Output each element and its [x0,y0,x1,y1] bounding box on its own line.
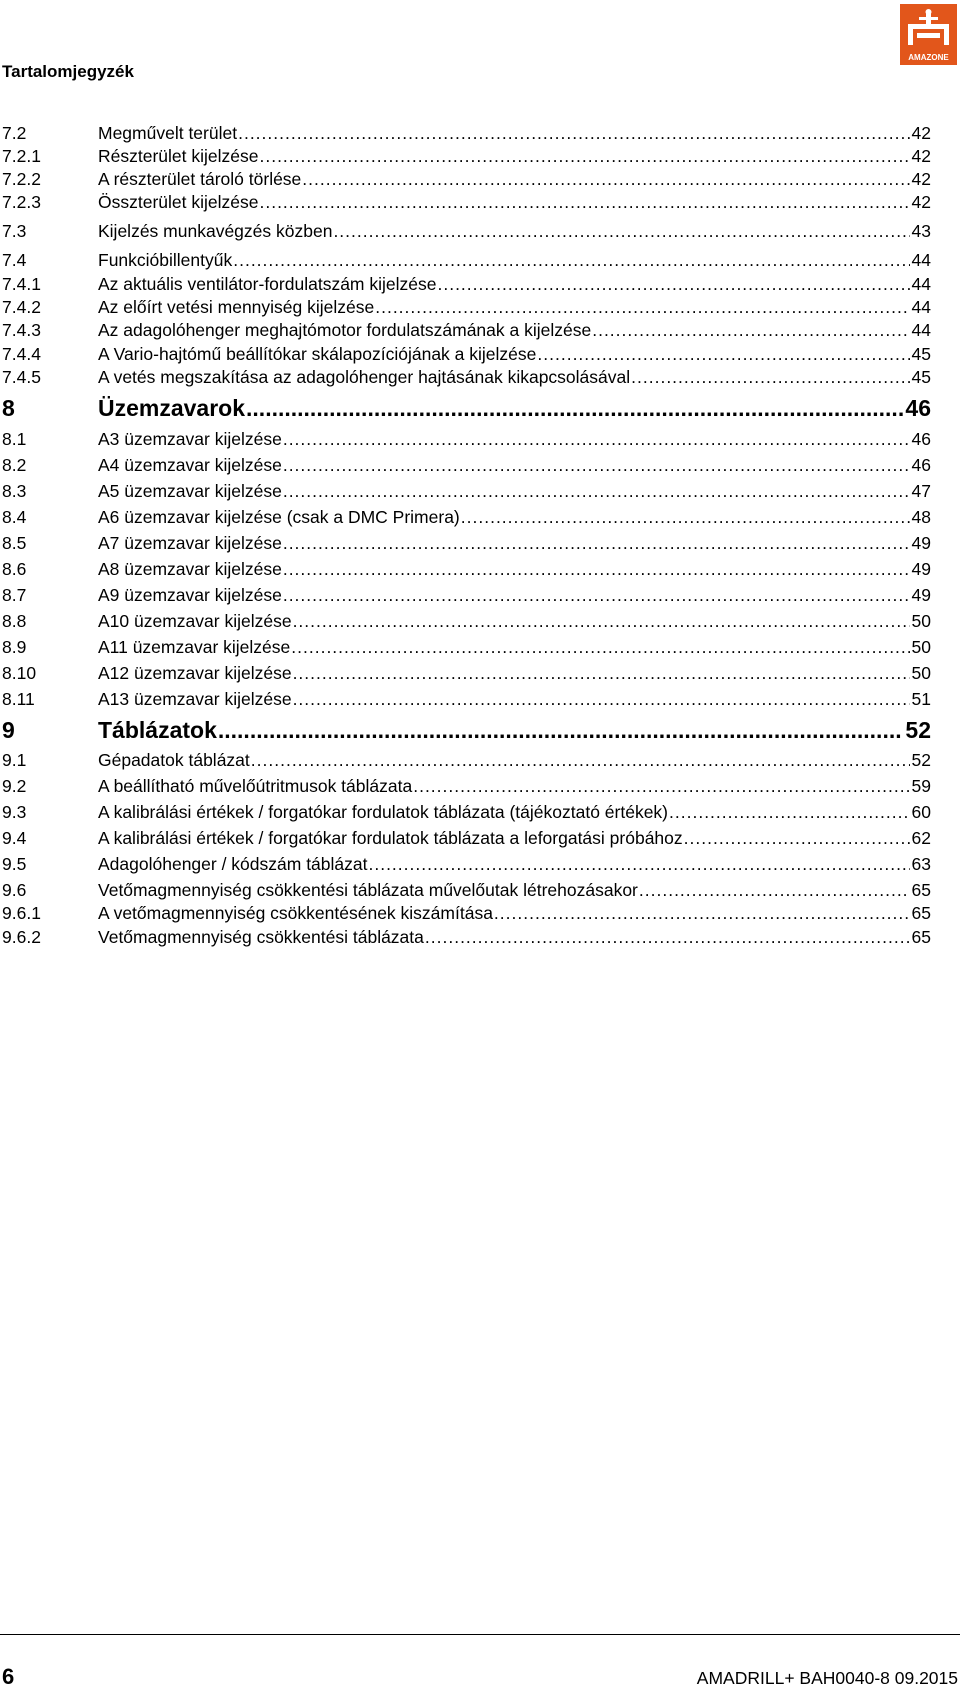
toc-entry[interactable] [2,449,931,475]
toc-entry[interactable] [2,475,931,501]
toc-entry-number: 8.2 [2,455,27,475]
toc-dot-leader [283,559,910,579]
toc-entry[interactable] [2,361,931,387]
toc-entry-number: 7.4.4 [2,344,41,364]
toc-entry-number: 7.2.1 [2,146,41,166]
amazone-logo-icon [900,4,957,65]
toc-entry-number: 9.2 [2,776,27,796]
toc-entry-number: 9.4 [2,828,27,848]
toc-dot-leader [283,533,910,553]
toc-entry-page: 52 [911,750,931,770]
toc-entry-title: A7 üzemzavar kijelzése [98,533,282,553]
toc-entry-page: 65 [911,903,931,923]
toc-dot-leader [494,903,910,923]
toc-entry-page: 44 [911,320,931,340]
toc-entry-page: 63 [911,854,931,874]
toc-entry-page: 44 [911,297,931,317]
toc-entry-number: 9.1 [2,750,27,770]
toc-entry-title: A10 üzemzavar kijelzése [98,611,292,631]
toc-dot-leader [631,367,909,387]
toc-entry-page: 44 [911,274,931,294]
toc-entry-page: 45 [911,344,931,364]
toc-entry-number: 9 [2,717,15,743]
toc-entry[interactable] [2,796,931,822]
toc-dot-leader [461,507,910,527]
toc-entry-title: Funkcióbillentyűk [98,250,233,270]
toc-entry-page: 46 [911,429,931,449]
toc-dot-leader [291,637,909,657]
toc-entry-page: 49 [911,585,931,605]
footer-divider [0,1634,960,1635]
toc-dot-leader [283,585,910,605]
toc-entry-number: 8.11 [2,689,35,709]
toc-entry-title: Táblázatok [98,717,217,743]
toc-entry-page: 46 [905,395,931,421]
toc-entry[interactable] [2,657,931,683]
toc-entry-page: 50 [911,663,931,683]
toc-entry-number: 8 [2,395,15,421]
toc-entry-number: 8.1 [2,429,27,449]
toc-entry-title: A3 üzemzavar kijelzése [98,429,282,449]
toc-entry-title: A4 üzemzavar kijelzése [98,455,282,475]
toc-dot-leader [233,250,909,270]
toc-entry[interactable] [2,527,931,553]
toc-entry-page: 48 [911,507,931,527]
toc-entry-title: Kijelzés munkavégzés közben [98,221,333,241]
toc-entry-page: 65 [911,880,931,900]
toc-entry-page: 47 [911,481,931,501]
toc-entry-title: A9 üzemzavar kijelzése [98,585,282,605]
toc-chapter-entry[interactable] [2,711,931,743]
toc-entry-number: 7.4.3 [2,320,41,340]
toc-entry-number: 8.7 [2,585,27,605]
toc-entry-page: 46 [911,455,931,475]
toc-entry-page: 49 [911,533,931,553]
toc-entry-page: 50 [911,611,931,631]
toc-entry[interactable] [2,770,931,796]
toc-entry-number: 8.8 [2,611,27,631]
toc-dot-leader [684,828,910,848]
toc-dot-leader [333,221,909,241]
toc-entry-page: 51 [911,689,931,709]
toc-entry-page: 50 [911,637,931,657]
toc-entry-page: 65 [911,927,931,947]
toc-entry-title: Vetőmagmennyiség csökkentési táblázata művelőutak létrehozásakor [98,880,638,900]
footer-page-number: 6 [2,1664,15,1689]
toc-entry-title: A12 üzemzavar kijelzése [98,663,292,683]
toc-entry-title: A részterület tároló törlése [98,169,302,189]
toc-entry-title: Az előírt vetési mennyiség kijelzése [98,297,375,317]
toc-entry-title: Az adagolóhenger meghajtómotor fordulatszámának a kijelzése [98,320,592,340]
toc-entry[interactable] [2,579,931,605]
toc-entry-title: Részterület kijelzése [98,146,259,166]
toc-entry-number: 8.10 [2,663,37,683]
toc-entry[interactable] [2,744,931,770]
toc-entry-title: A5 üzemzavar kijelzése [98,481,282,501]
toc-entry-title: A11 üzemzavar kijelzése [98,637,291,657]
toc-entry-number: 9.5 [2,854,27,874]
toc-entry-page: 42 [911,146,931,166]
toc-entry-page: 59 [911,776,931,796]
toc-entry-page: 52 [905,717,931,743]
toc-entry[interactable] [2,605,931,631]
toc-entry-title: A kalibrálási értékek / forgatókar fordulatok táblázata a leforgatási próbához [98,828,683,848]
toc-entry-number: 9.6.2 [2,927,41,947]
toc-entry-title: A vetőmagmennyiség csökkentésének kiszámítása [98,903,493,923]
toc-dot-leader [218,717,904,743]
toc-entry-title: A8 üzemzavar kijelzése [98,559,282,579]
toc-dot-leader [669,802,910,822]
toc-entry-page: 45 [911,367,931,387]
toc-dot-leader [293,689,910,709]
toc-entry[interactable] [2,186,931,212]
toc-entry-number: 8.3 [2,481,27,501]
toc-dot-leader [283,429,910,449]
toc-entry-number: 8.5 [2,533,27,553]
toc-dot-leader [425,927,910,947]
toc-entry-page: 44 [911,250,931,270]
toc-entry-title: A6 üzemzavar kijelzése (csak a DMC Primera) [98,507,460,527]
toc-dot-leader [293,663,910,683]
toc-dot-leader [251,750,910,770]
toc-entry-page: 43 [911,221,931,241]
toc-entry-title: A kalibrálási értékek / forgatókar fordulatok táblázata (tájékoztató értékek) [98,802,669,822]
toc-dot-leader [246,395,903,421]
toc-entry[interactable] [2,423,931,449]
toc-dot-leader [413,776,909,796]
toc-dot-leader [283,455,910,475]
toc-entry-title: A Vario-hajtómű beállítókar skálapozíciójának a kijelzése [98,344,537,364]
toc-entry-number: 7.4 [2,250,27,270]
toc-entry[interactable] [2,683,931,709]
toc-entry-number: 7.4.1 [2,274,41,294]
toc-entry-title: Megművelt terület [98,123,238,143]
toc-entry-number: 9.3 [2,802,27,822]
toc-entry-title: Összterület kijelzése [98,192,259,212]
toc-entry[interactable] [2,822,931,848]
toc-entry-title: Az aktuális ventilátor-fordulatszám kijelzése [98,274,437,294]
toc-entry[interactable] [2,501,931,527]
toc-entry-page: 60 [911,802,931,822]
toc-entry-number: 7.4.2 [2,297,41,317]
toc-entry-page: 42 [911,192,931,212]
toc-entry-page: 62 [911,828,931,848]
toc-entry[interactable] [2,848,931,874]
toc-chapter-entry[interactable] [2,389,931,421]
toc-entry[interactable] [2,921,931,947]
toc-dot-leader [293,611,910,631]
toc-entry-title: Vetőmagmennyiség csökkentési táblázata [98,927,424,947]
toc-entry-number: 7.4.5 [2,367,41,387]
toc-dot-leader [259,192,909,212]
toc-entry-title: A beállítható művelőútritmusok táblázata [98,776,413,796]
svg-text:AMAZONE: AMAZONE [908,53,949,62]
toc-entry-page: 49 [911,559,931,579]
toc-entry-number: 7.2.2 [2,169,41,189]
footer-document-id: AMADRILL+ BAH0040-8 09.2015 [696,1668,958,1688]
toc-entry-title: A13 üzemzavar kijelzése [98,689,292,709]
toc-entry-page: 42 [911,123,931,143]
toc-entry-page: 42 [911,169,931,189]
toc-entry[interactable] [2,314,931,340]
toc-dot-leader [283,481,910,501]
toc-dot-leader [368,854,909,874]
toc-dot-leader [592,320,909,340]
toc-entry[interactable] [2,631,931,657]
toc-entry[interactable] [2,553,931,579]
toc-entry-number: 7.3 [2,221,27,241]
toc-entry-number: 8.6 [2,559,27,579]
toc-entry-number: 9.6.1 [2,903,41,923]
toc-entry-number: 8.4 [2,507,27,527]
toc-entry-number: 7.2.3 [2,192,41,212]
toc-entry-title: Üzemzavarok [98,395,246,421]
toc-entry-number: 8.9 [2,637,27,657]
toc-entry[interactable] [2,244,931,270]
toc-entry-number: 9.6 [2,880,27,900]
toc-entry[interactable] [2,897,931,923]
toc-entry-title: A vetés megszakítása az adagolóhenger hajtásának kikapcsolásával [98,367,631,387]
toc-entry[interactable] [2,215,931,241]
toc-entry-number: 7.2 [2,123,27,143]
page-title: Tartalomjegyzék [2,62,134,81]
toc-entry-title: Adagolóhenger / kódszám táblázat [98,854,368,874]
toc-entry-title: Gépadatok táblázat [98,750,250,770]
